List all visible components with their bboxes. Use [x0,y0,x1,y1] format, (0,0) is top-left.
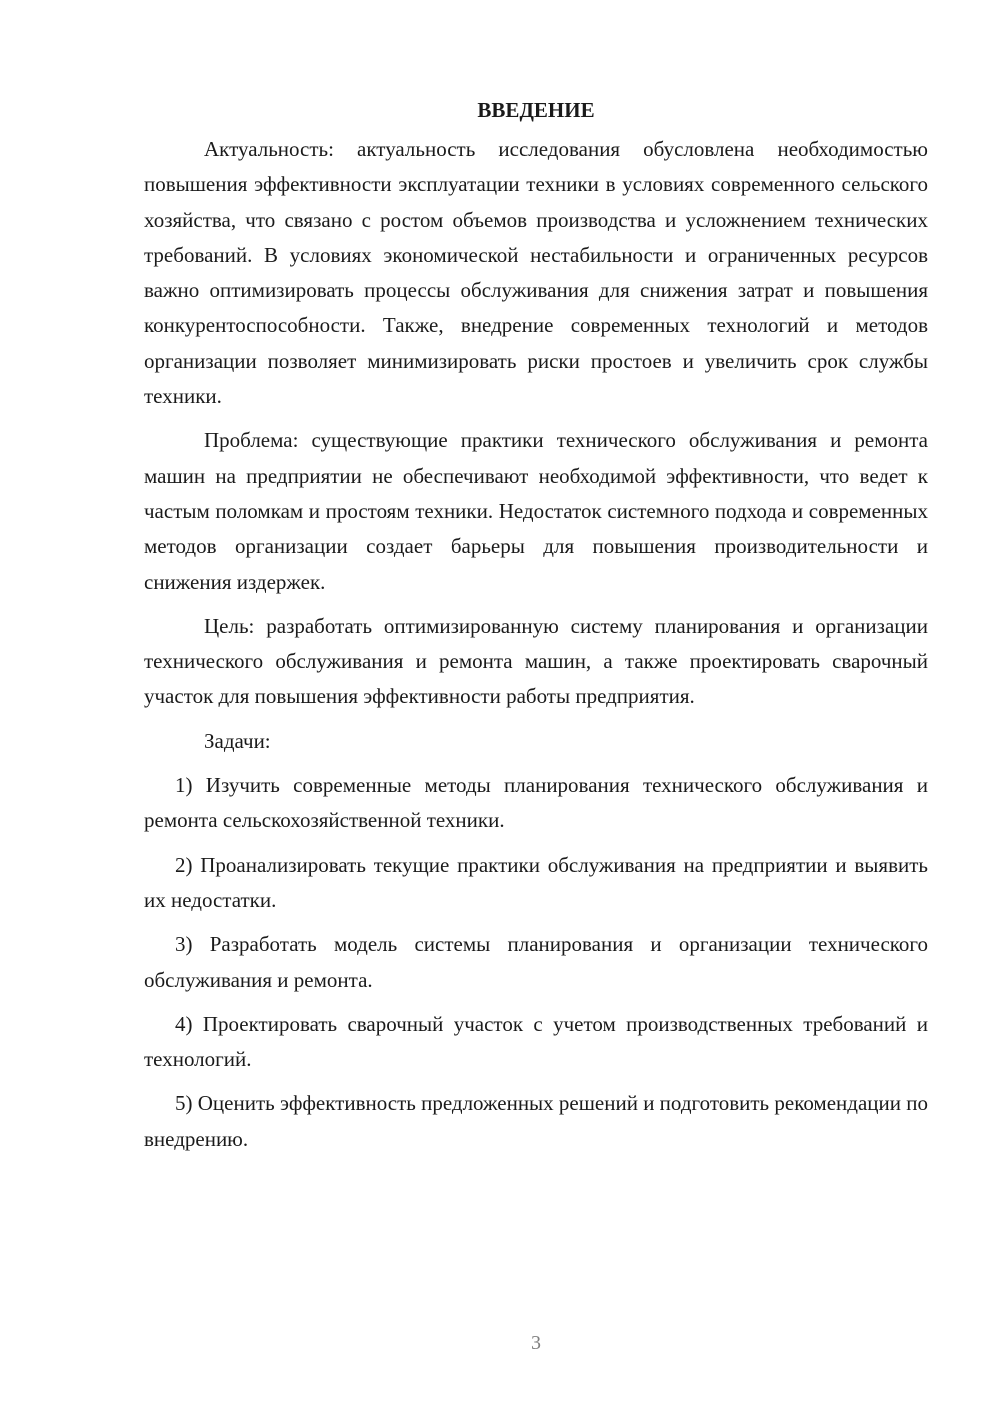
task-item: 5) Оценить эффективность предложенных решений и подготовить рекомендации по внедрению. [144,1091,928,1151]
section-heading: ВВЕДЕНИЕ [477,98,595,122]
task-item: 2) Проанализировать текущие практики обслуживания на предприятии и выявить их недостатки. [144,852,928,912]
relevance-paragraph: Актуальность: актуальность исследования обусловлена необходимостью повышения эффективности эксплуатации техники в условиях современного сельского хозяйства, что связано с ростом объемов производства и усложнением технических требований. В условиях экономической нестабильности и ограниченных ресурсов важно оптимизировать процессы обслуживания для снижения затрат и повышения конкурентоспособности. Также, внедрение современных технологий и методов организации позволяет минимизировать риски простоев и увеличить срок службы техники. [144,137,928,409]
page-number: 3 [531,1332,541,1354]
task-item: 3) Разработать модель системы планирования и организации технического обслуживания и ремонта. [144,932,928,992]
task-item: 4) Проектировать сварочный участок с учетом производственных требований и технологий. [144,1011,928,1072]
task-item: 1) Изучить современные методы планирования технического обслуживания и ремонта сельскохозяйственной техники. [144,773,928,833]
tasks-heading: Задачи: [204,728,271,753]
problem-paragraph: Проблема: существующие практики технического обслуживания и ремонта машин на предприятии не обеспечивают необходимой эффективности, что ведет к частым поломкам и простоям техники. Недостаток системного подхода и современных методов организации создает барьеры для повышения производительности и снижения издержек. [144,428,928,594]
goal-paragraph: Цель: разработать оптимизированную систему планирования и организации технического обслуживания и ремонта машин, а также проектировать сварочный участок для повышения эффективности работы предприятия. [144,613,928,709]
task-list [144,768,928,1157]
